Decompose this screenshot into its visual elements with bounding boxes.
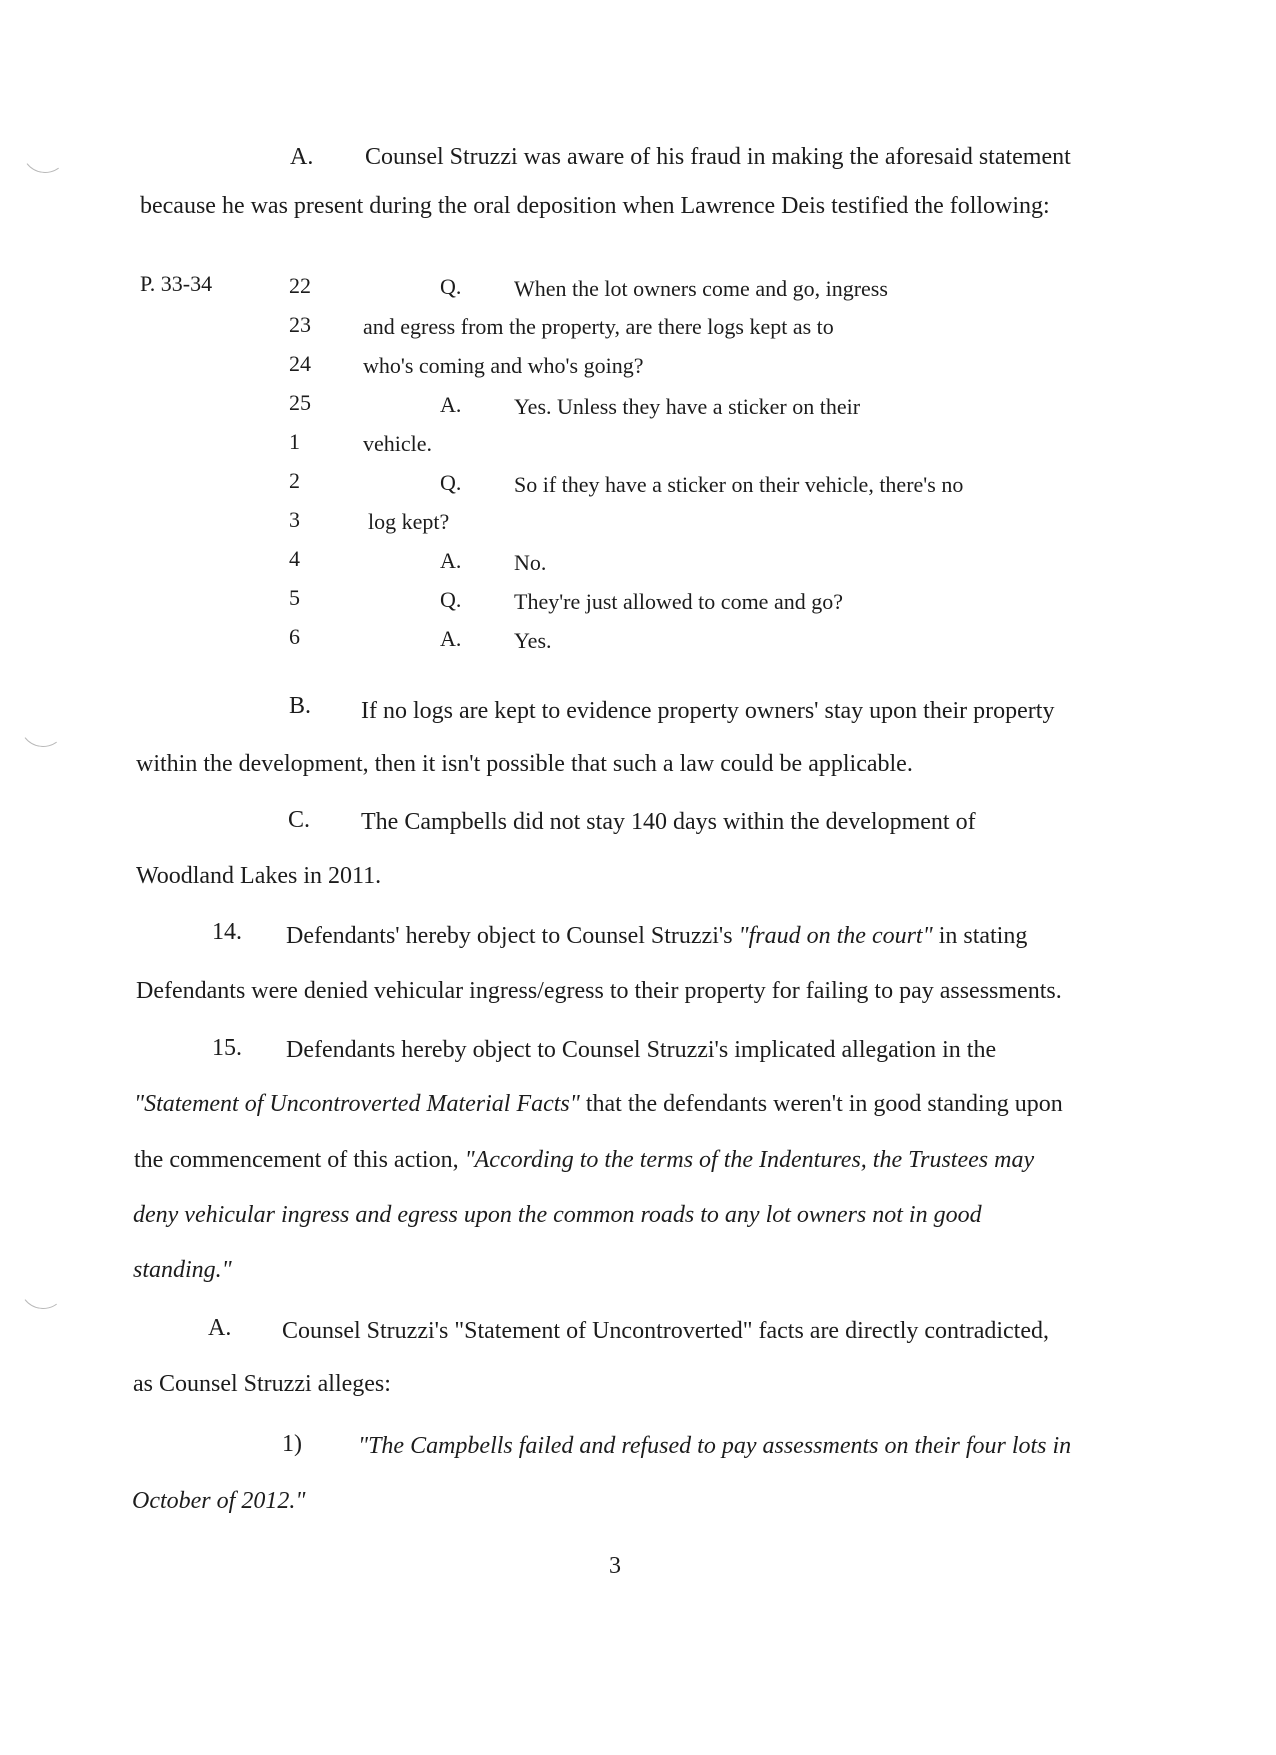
para-13b-marker: B. bbox=[289, 693, 312, 719]
transcript-text: They're just allowed to come and go? bbox=[514, 589, 843, 614]
transcript-speaker: Q. bbox=[440, 470, 462, 495]
page-number: 3 bbox=[609, 1553, 621, 1579]
binder-hole-mark bbox=[17, 699, 69, 750]
para-15-line4: deny vehicular ingress and egress upon the common roads to any lot owners not in good bbox=[133, 1202, 982, 1228]
para-15-line2: "Statement of Uncontroverted Material Facts" that the defendants weren't in good standing upon bbox=[134, 1091, 1063, 1117]
transcript-text: When the lot owners come and go, ingress bbox=[514, 276, 888, 301]
item-1-line1: "The Campbells failed and refused to pay assessments on their four lots in bbox=[358, 1433, 1072, 1459]
transcript-page-ref: P. 33-34 bbox=[140, 271, 213, 296]
para-15a-marker: A. bbox=[208, 1315, 232, 1341]
transcript-speaker: Q. bbox=[440, 274, 462, 299]
para-14-marker: 14. bbox=[212, 919, 242, 945]
para-15-line3: the commencement of this action, "According to the terms of the Indentures, the Trustees may bbox=[134, 1147, 1035, 1173]
item-1-line2: October of 2012." bbox=[132, 1488, 306, 1514]
transcript-line-number: 4 bbox=[289, 546, 300, 571]
para-14-line1: Defendants' hereby object to Counsel Struzzi's "fraud on the court" in stating bbox=[286, 923, 1028, 949]
para-14-line2: Defendants were denied vehicular ingress/egress to their property for failing to pay assessments. bbox=[136, 978, 1062, 1004]
para-13c-marker: C. bbox=[288, 807, 311, 833]
para-13c-line1: The Campbells did not stay 140 days within the development of bbox=[361, 809, 976, 835]
transcript-text: No. bbox=[514, 550, 547, 575]
transcript-text: who's coming and who's going? bbox=[363, 353, 644, 378]
transcript-line-number: 23 bbox=[289, 312, 311, 337]
para-13b-line1: If no logs are kept to evidence property owners' stay upon their property bbox=[361, 698, 1055, 724]
transcript-text: log kept? bbox=[368, 509, 450, 534]
para-15a-line2: as Counsel Struzzi alleges: bbox=[133, 1371, 391, 1397]
transcript-line-number: 1 bbox=[289, 429, 300, 454]
para-15-line5: standing." bbox=[133, 1257, 232, 1283]
binder-hole-mark bbox=[19, 125, 71, 176]
transcript-line-number: 5 bbox=[289, 585, 300, 610]
transcript-line-number: 24 bbox=[289, 351, 311, 376]
para-15-marker: 15. bbox=[212, 1035, 242, 1061]
transcript-line-number: 2 bbox=[289, 468, 300, 493]
para-13c-line2: Woodland Lakes in 2011. bbox=[136, 863, 382, 889]
transcript-text: Yes. Unless they have a sticker on their bbox=[514, 394, 861, 419]
transcript-text: and egress from the property, are there logs kept as to bbox=[363, 314, 834, 339]
transcript-line-number: 3 bbox=[289, 507, 300, 532]
transcript-line-number: 22 bbox=[289, 273, 311, 298]
item-1-marker: 1) bbox=[282, 1431, 302, 1457]
transcript-speaker: A. bbox=[440, 392, 462, 417]
para-15a-line1: Counsel Struzzi's "Statement of Uncontroverted" facts are directly contradicted, bbox=[282, 1318, 1049, 1344]
para-15-line1: Defendants hereby object to Counsel Struzzi's implicated allegation in the bbox=[286, 1037, 997, 1063]
transcript-speaker: A. bbox=[440, 548, 462, 573]
transcript-speaker: Q. bbox=[440, 587, 462, 612]
transcript-speaker: A. bbox=[440, 626, 462, 651]
binder-hole-mark bbox=[17, 1261, 69, 1312]
para-13a-line1: Counsel Struzzi was aware of his fraud in making the aforesaid statement bbox=[365, 144, 1071, 170]
transcript-line-number: 6 bbox=[289, 624, 300, 649]
transcript-text: So if they have a sticker on their vehicle, there's no bbox=[514, 472, 964, 497]
transcript-text: Yes. bbox=[514, 628, 552, 653]
para-13a-line2: because he was present during the oral deposition when Lawrence Deis testified the following: bbox=[140, 193, 1050, 219]
transcript-text: vehicle. bbox=[363, 431, 433, 456]
transcript-line-number: 25 bbox=[289, 390, 311, 415]
para-13a-marker: A. bbox=[290, 144, 314, 170]
para-13b-line2: within the development, then it isn't possible that such a law could be applicable. bbox=[136, 751, 913, 777]
